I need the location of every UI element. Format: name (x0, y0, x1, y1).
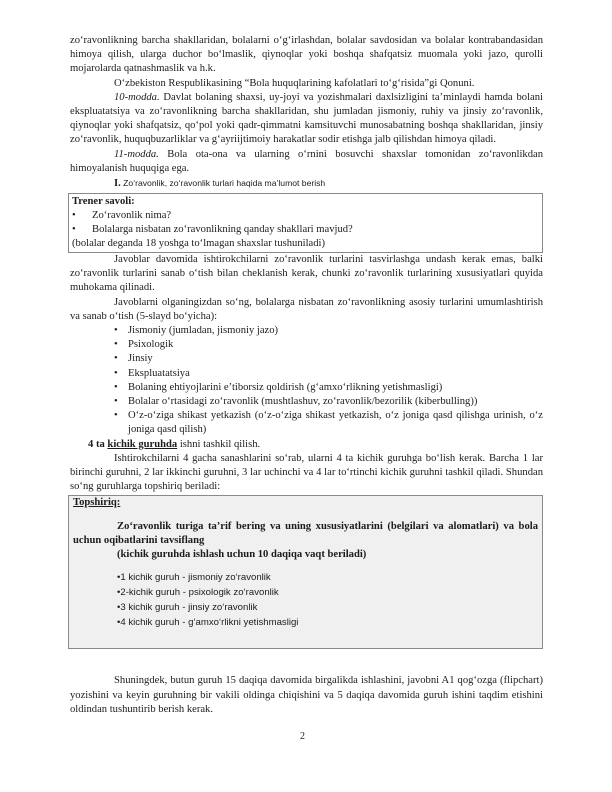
list-item (114, 409, 543, 437)
article-11 (70, 148, 543, 176)
trainer-box-item (72, 223, 538, 237)
task-group-item: •4 kichik guruh - g‘amxo‘rlikni yetishmasligi (117, 616, 299, 628)
group-instructions: Ishtirokchilarni 4 gacha sanashlarini so‘rab, ularni 4 ta kichik guruhga bo‘lish kerak. Barcha 1 lar birinchi guruhni, 2 lar ikkinchi guruhni, 3 lar uchinchi va 4 lar to‘rtinchi kichik guruhni tashkil qiladi. Shundan so‘ng guruhlarga topshiriq beriladi: (70, 452, 543, 493)
violence-types-list (70, 324, 543, 438)
task-group-item: •3 kichik guruh - jinsiy zo‘ravonlik (117, 602, 258, 614)
final-paragraph: Shuningdek, butun guruh 15 daqiqa davomida birgalikda ishlashini, javobni A1 qog‘ozga (flipchart) yozishini va keyin guruhning bir vakili oldinga chiqishini va 5 daqiqa davomida guruh ishini taqdim etishini oldindan tushuntirib berish kerak. (70, 675, 543, 715)
trainer-item-text: Zo‘ravonlik nima? (92, 210, 172, 222)
task-group-list (73, 571, 538, 630)
article-11-text: Bola ota-ona va ularning o‘rnini bosuvchi shaxslar tomonidan zo‘ravonlikdan himoyalanish huquqiga ega. (70, 148, 543, 174)
bullet-icon: • (72, 210, 76, 222)
trainer-box-item (72, 209, 538, 223)
bullet-icon: • (114, 353, 118, 365)
trainer-question-box (68, 193, 543, 253)
article-10-label: 10-modda. (114, 91, 160, 103)
list-item-text: Jismoniy (jumladan, jismoniy jazo) (128, 325, 279, 337)
list-item (114, 381, 543, 395)
bullet-icon: • (114, 367, 118, 379)
list-item-text: Bolaning ehtiyojlarini e’tiborsiz qoldirish (g‘amxo‘rlikning yetishmasligi) (128, 381, 443, 393)
article-11-label: 11-modda. (114, 148, 159, 160)
article-10-text: Davlat bolaning shaxsi, uy-joyi va yozishmalari daxlsizligini ta’minlaydi hamda bolani ekspluatatsiya va zo‘ravonlikning barcha shakllaridan, shu jumladan jismoniy, ruhiy va jinsiy zo‘ravonlik, qiynoqlar yoki shafqatsiz, qo‘pol yoki qadr-qimmatni kamsituvchi munosabatning boshqa shakllaridan, jinsiy zo‘ravonlik, huquqbuzarliklar va g‘ayriijtimoiy harakatlar sodir etishga jalb qilishdan himoya qiladi. (70, 91, 543, 146)
bullet-icon: • (114, 396, 118, 408)
section-title: Zo‘ravonlik, zo‘ravonlik turlari haqida ma’lumot berish (123, 178, 326, 189)
bullet-icon: • (114, 410, 118, 422)
law-title: O‘zbekiston Respublikasining “Bola huquqlarining kafolatlari to‘g‘risida”gi Qonuni. (114, 77, 475, 89)
list-item (114, 367, 543, 381)
task-subtitle: (kichik guruhda ishlash uchun 10 daqiqa vaqt beriladi) (117, 549, 367, 561)
paragraph-top: zo‘ravonlikning barcha shakllaridan, bolalarni o‘g‘irlashdan, bolalar savdosidan va bolalar kontrabandasidan himoya qilish, ularga duchor bo‘lmaslik, qiynoqlar yoki boshqa shafqatsiz muomala yoki jazo, qurolli mojarolarda qatnashmaslik va h.k. (70, 35, 543, 75)
group-work-heading (88, 438, 543, 452)
page-number: 2 (300, 731, 305, 742)
section-number: I. (114, 178, 121, 190)
task-title: Zo‘ravonlik turiga ta’rif bering va uning xususiyatlarini (belgilari va alomatlari) va bola uchun oqibatlarini tavsiflang (73, 521, 538, 547)
list-item-text: Ekspluatatsiya (128, 367, 190, 379)
answers-intro (70, 296, 543, 324)
answers-intro-text: Javoblarni olganingizdan so‘ng, bolalarga nisbatan zo‘ravonlikning asosiy turlarini umumlashtirish va sanab o‘tish (5-slayd bo‘yicha): (70, 296, 543, 322)
group-work-prefix: 4 ta (88, 438, 108, 450)
list-item (114, 352, 543, 366)
list-item-text: Jinsiy (128, 353, 153, 365)
list-item-text: O‘z-o‘ziga shikast yetkazish (o‘z-o‘ziga shikast yetkazish, o‘z joniga qasd qilishga urinish, o‘z joniga qasd qilish) (128, 410, 543, 436)
bullet-icon: • (114, 339, 118, 351)
paragraph-mid: Javoblar davomida ishtirokchilarni zo‘ravonlik turlarini tasvirlashga undash kerak emas, balki zo‘ravonlik turlarini sanab o‘tish bilan cheklanish kerak, chunki zo‘ravonlik turlarining xususiyatlari quyida muhokama qilinadi. (70, 254, 543, 294)
document-page (70, 34, 543, 717)
list-item-text: Bolalar o‘rtasidagi zo‘ravonlik (mushtlashuv, zo‘ravonlik/bezorilik (kiberbulling)) (128, 396, 478, 408)
bullet-icon: • (114, 325, 118, 337)
task-box (68, 495, 543, 649)
list-item (114, 395, 543, 409)
group-work-suffix: ishni tashkil qilish. (177, 438, 261, 450)
group-work-underlined: kichik guruhda (107, 438, 178, 450)
list-item (114, 338, 543, 352)
trainer-box-note: (bolalar deganda 18 yoshga to‘lmagan shaxslar tushuniladi) (72, 238, 326, 250)
task-box-header: Topshiriq: (73, 497, 121, 509)
section-heading (114, 177, 543, 190)
list-item (114, 324, 543, 338)
task-group-item: •2-kichik guruh - psixologik zo‘ravonlik (117, 587, 279, 599)
article-10 (70, 91, 543, 148)
trainer-box-header: Trener savoli: (72, 196, 135, 208)
trainer-item-text: Bolalarga nisbatan zo‘ravonlikning qanday shakllari mavjud? (92, 224, 353, 236)
list-item-text: Psixologik (128, 339, 174, 351)
bullet-icon: • (114, 381, 118, 393)
task-group-item: •1 kichik guruh - jismoniy zo‘ravonlik (117, 572, 271, 584)
bullet-icon: • (72, 224, 76, 236)
